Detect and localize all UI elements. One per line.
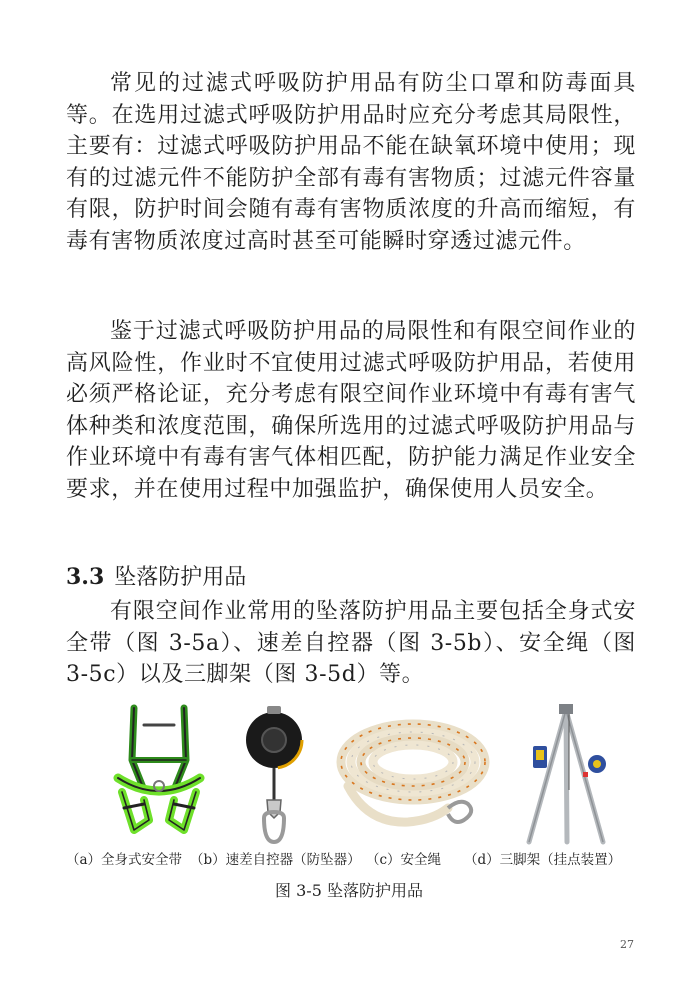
paragraph-fall-protection-intro — [66, 596, 636, 691]
section-number: 3.3 — [66, 564, 105, 590]
paragraph-text: 常见的过滤式呼吸防护用品有防尘口罩和防毒面具等。在选用过滤式呼吸防护用品时应充分考虑其局限性，主要有：过滤式呼吸防护用品不能在缺氧环境中使用；现有的过滤元件不能防护全部有毒有害物质；过滤元件容量有限，防护时间会随有毒有害物质浓度的升高而缩短，有毒有害物质浓度过高时甚至可能瞬时穿透过滤元件。 — [66, 71, 636, 254]
figure-title: 图 3-5 坠落防护用品 — [275, 881, 423, 900]
safety-rope-image — [328, 700, 498, 850]
figure-captions — [66, 851, 636, 869]
figure-images — [66, 700, 636, 850]
tripod-image — [511, 700, 621, 850]
section-title: 坠落防护用品 — [114, 565, 247, 590]
caption-tripod: （d）三脚架（挂点装置） — [464, 852, 622, 868]
caption-retractable-lifeline: （b）速差自控器（防坠器） — [190, 852, 361, 868]
page-number: 27 — [620, 938, 634, 951]
section-heading — [66, 562, 246, 593]
harness-image — [104, 700, 214, 850]
paragraph-text: 鉴于过滤式呼吸防护用品的局限性和有限空间作业的高风险性，作业时不宜使用过滤式呼吸防护用品，若使用必须严格论证，充分考虑有限空间作业环境中有毒有害气体种类和浓度范围，确保所选用的过滤式呼吸防护用品与作业环境中有毒有害气体相匹配，防护能力满足作业安全要求，并在使用过程中加强监护，确保使用人员安全。 — [66, 319, 636, 502]
paragraph-filter-respirator-limits — [66, 68, 636, 257]
paragraph-text: 有限空间作业常用的坠落防护用品主要包括全身式安全带（图 3-5a）、速差自控器（图 3-5b）、安全绳（图 3-5c）以及三脚架（图 3-5d）等。 — [66, 599, 636, 687]
caption-harness: （a）全身式安全带 — [66, 852, 183, 868]
paragraph-filter-respirator-usage — [66, 316, 636, 505]
caption-safety-rope: （c）安全绳 — [366, 852, 442, 868]
retractable-lifeline-image — [234, 700, 314, 850]
